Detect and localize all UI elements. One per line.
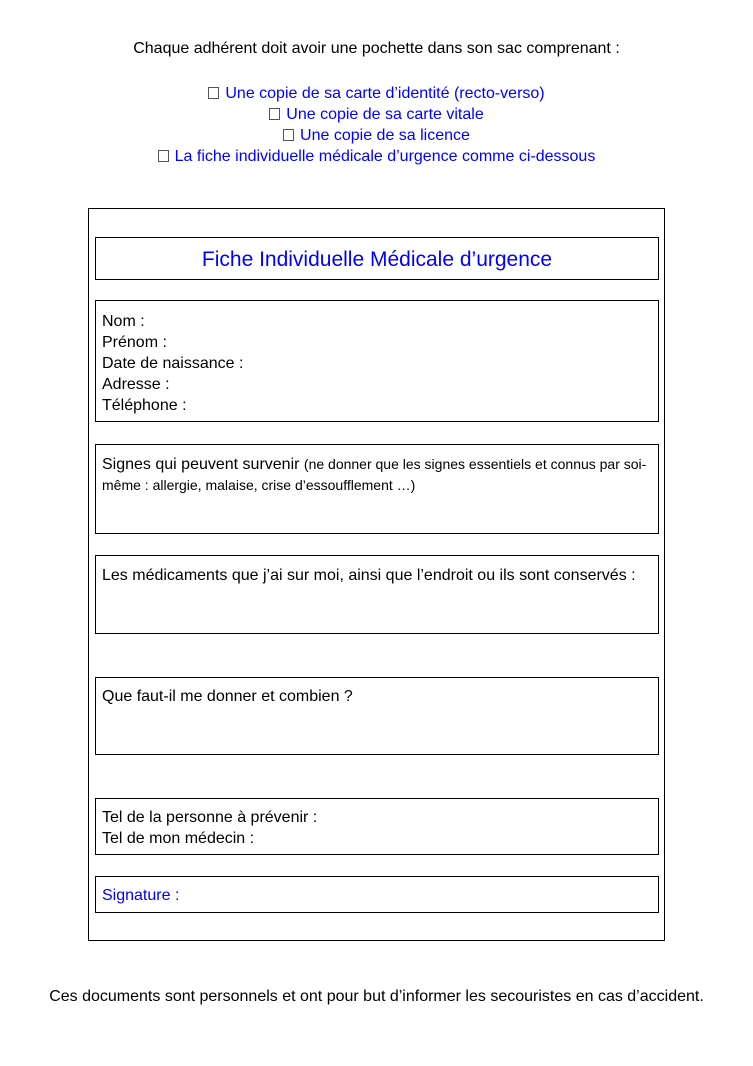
checkbox-icon[interactable] [208,87,219,99]
signature-section[interactable] [95,876,659,913]
checkbox-icon[interactable] [283,129,294,141]
symptoms-label: Signes qui peuvent survenir [102,456,300,473]
doctor-phone-label: Tel de mon médecin : [102,830,255,847]
checkbox-icon[interactable] [158,150,169,162]
symptoms-note: (ne donner que les signes essentiels et connus par soi-même : allergie, malaise, crise d’essoufflement …) [102,456,647,493]
checkbox-icon[interactable] [269,108,280,120]
first-name-field-label: Prénom : [102,334,167,351]
list-item-identity-card [0,83,753,104]
form-title: Fiche Individuelle Médicale d’urgence [95,237,659,280]
medications-label: Les médicaments que j’ai sur moi, ainsi que l’endroit ou ils sont conservés : [102,567,636,584]
list-item-label: Une copie de sa licence [300,127,470,144]
footer-note: Ces documents sont personnels et ont pour but d’informer les secouristes en cas d’accident. [49,988,704,1005]
list-item-license [0,125,753,146]
dosage-section[interactable] [95,677,659,755]
list-item-label: Une copie de sa carte vitale [286,106,484,123]
address-field-label: Adresse : [102,376,170,393]
list-item-label: La fiche individuelle médicale d’urgence comme ci-dessous [174,148,596,165]
list-item-medical-form [0,146,753,167]
intro-text: Chaque adhérent doit avoir une pochette dans son sac comprenant : [133,40,620,57]
emergency-contact-phone-label: Tel de la personne à prévenir : [102,809,318,826]
medications-section[interactable] [95,555,659,634]
identity-section[interactable] [95,300,659,422]
list-item-label: Une copie de sa carte d’identité (recto-verso) [225,85,545,102]
dosage-label: Que faut-il me donner et combien ? [102,688,353,705]
symptoms-section[interactable] [95,444,659,534]
required-documents-list [0,83,753,167]
signature-label: Signature : [102,887,180,904]
list-item-health-card [0,104,753,125]
contacts-section[interactable] [95,798,659,855]
name-field-label: Nom : [102,313,145,330]
phone-field-label: Téléphone : [102,397,187,414]
birth-date-field-label: Date de naissance : [102,355,244,372]
